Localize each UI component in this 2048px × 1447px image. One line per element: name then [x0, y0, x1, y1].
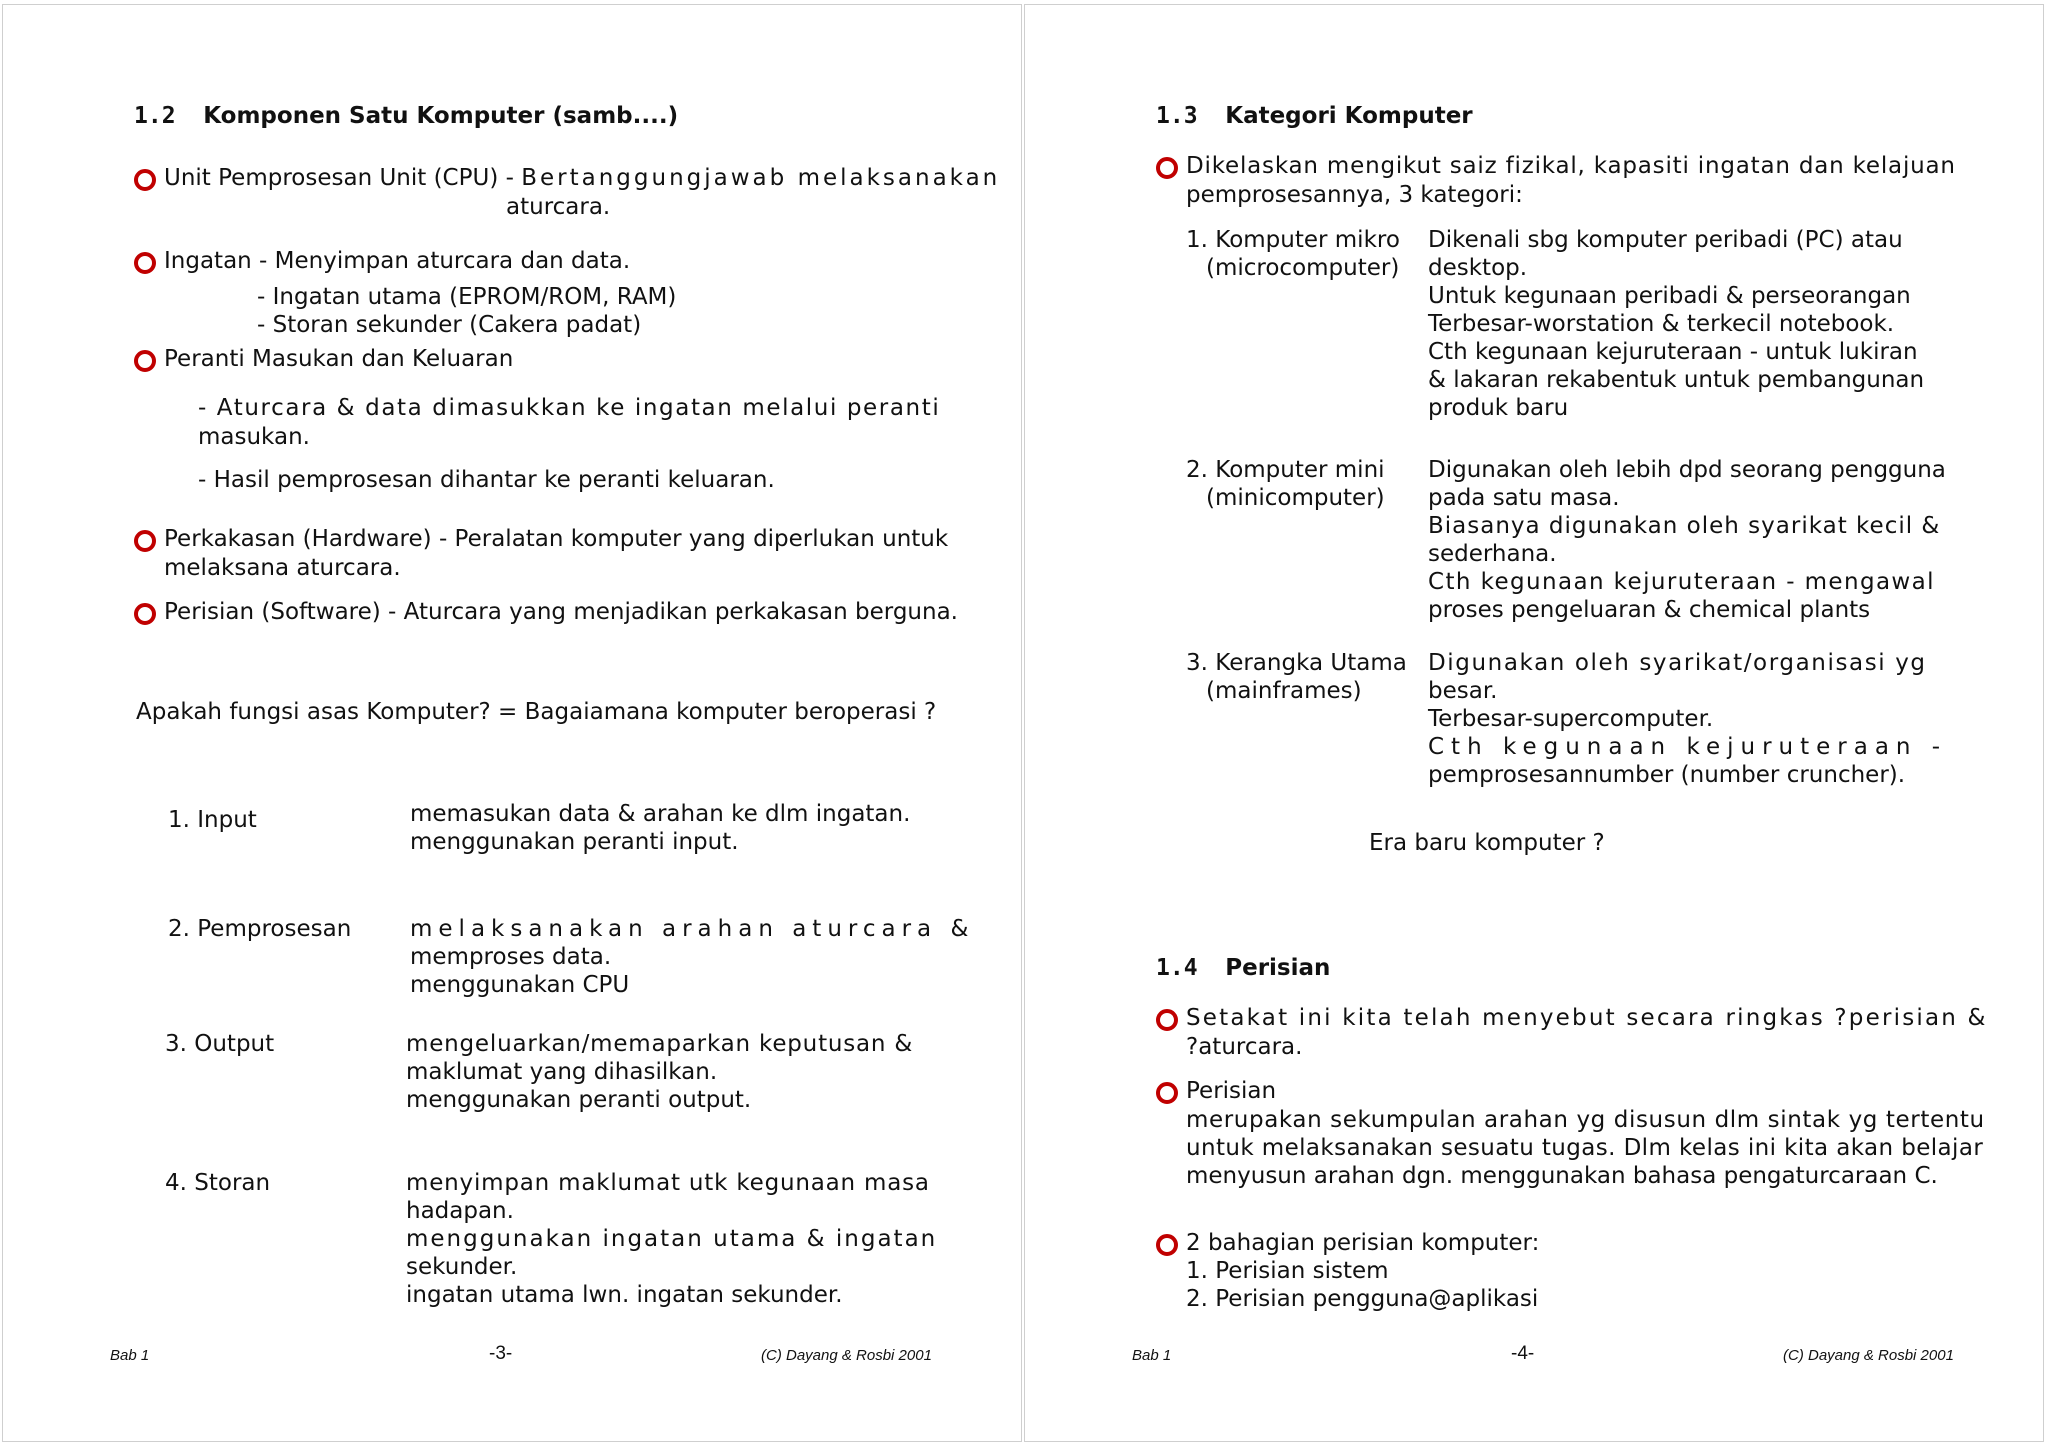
perisian-intro: Setakat ini kita telah menyebut secara ringkas ?perisian &	[1186, 1005, 1988, 1031]
function-desc: menggunakan peranti input.	[410, 829, 739, 855]
category-desc: Dikenali sbg komputer peribadi (PC) atau	[1428, 227, 1903, 253]
category-desc: Biasanya digunakan oleh syarikat kecil &	[1428, 513, 1941, 539]
bullet-icon	[1156, 157, 1178, 179]
footer-chapter: Bab 1	[110, 1347, 150, 1364]
function-desc: melaksanakan arahan aturcara &	[410, 916, 975, 942]
function-desc: maklumat yang dihasilkan.	[406, 1059, 718, 1085]
hardware-item: Perkakasan (Hardware) - Peralatan komputer yang diperlukan untuk	[164, 526, 949, 552]
perisian-intro-cont: ?aturcara.	[1186, 1034, 1303, 1060]
category-label: 1. Komputer mikro	[1186, 227, 1400, 253]
question-text: Apakah fungsi asas Komputer? = Bagaiamana komputer beroperasi ?	[136, 699, 937, 725]
heading-number: 1.4	[1156, 955, 1198, 981]
perisian-desc: merupakan sekumpulan arahan yg disusun dlm sintak yg tertentu	[1186, 1107, 1985, 1133]
cpu-item	[164, 164, 1000, 192]
peranti-sub: - Hasil pemprosesan dihantar ke peranti keluaran.	[198, 467, 775, 493]
category-desc: besar.	[1428, 678, 1498, 704]
category-desc: pemprosesannumber (number cruncher).	[1428, 762, 1906, 788]
bullet-icon	[134, 350, 156, 372]
bullet-icon	[134, 169, 156, 191]
bullet-icon	[134, 530, 156, 552]
peranti-sub-cont: masukan.	[198, 424, 310, 450]
category-desc: Cth kegunaan kejuruteraan - untuk lukiran	[1428, 339, 1918, 365]
category-sublabel: (mainframes)	[1206, 678, 1362, 704]
intro-text: Dikelaskan mengikut saiz fizikal, kapasiti ingatan dan kelajuan	[1186, 153, 1956, 179]
function-label: 2. Pemprosesan	[168, 916, 352, 942]
category-desc: Cth kegunaan kejuruteraan - mengawal	[1428, 569, 1935, 595]
function-desc: menggunakan peranti output.	[406, 1087, 752, 1113]
perisian-part: 2. Perisian pengguna@aplikasi	[1186, 1286, 1539, 1312]
bullet-icon	[1156, 1234, 1178, 1256]
perisian-desc: untuk melaksanakan sesuatu tugas. Dlm kelas ini kita akan belajar	[1186, 1135, 1984, 1161]
section-heading	[134, 103, 678, 129]
function-desc: ingatan utama lwn. ingatan sekunder.	[406, 1282, 843, 1308]
category-desc: Digunakan oleh syarikat/organisasi yg	[1428, 650, 1927, 676]
heading-title: Kategori Komputer	[1225, 103, 1473, 129]
hardware-item-cont: melaksana aturcara.	[164, 555, 401, 581]
function-desc: sekunder.	[406, 1254, 518, 1280]
function-desc: memasukan data & arahan ke dlm ingatan.	[410, 801, 911, 827]
function-desc: menggunakan ingatan utama & ingatan	[406, 1226, 938, 1252]
bullet-icon	[1156, 1009, 1178, 1031]
category-desc: Terbesar-supercomputer.	[1428, 706, 1714, 732]
section-heading	[1156, 103, 1473, 129]
heading-number: 1.2	[134, 103, 176, 129]
perisian-title: Perisian	[1186, 1078, 1277, 1104]
intro-text-cont: pemprosesannya, 3 kategori:	[1186, 182, 1523, 208]
category-desc: Cth kegunaan kejuruteraan -	[1428, 734, 1948, 760]
category-desc: proses pengeluaran & chemical plants	[1428, 597, 1871, 623]
software-item: Perisian (Software) - Aturcara yang menjadikan perkakasan berguna.	[164, 599, 958, 625]
category-sublabel: (microcomputer)	[1206, 255, 1400, 281]
footer-copyright: (C) Dayang & Rosbi 2001	[761, 1347, 932, 1364]
category-label: 3. Kerangka Utama	[1186, 650, 1407, 676]
peranti-sub: - Aturcara & data dimasukkan ke ingatan melalui peranti	[198, 395, 941, 421]
perisian-desc: menyusun arahan dgn. menggunakan bahasa pengaturcaraan C.	[1186, 1163, 1938, 1189]
function-label: 3. Output	[165, 1031, 275, 1057]
category-desc: Terbesar-worstation & terkecil notebook.	[1428, 311, 1895, 337]
ingatan-sub: - Ingatan utama (EPROM/ROM, RAM)	[257, 284, 677, 310]
category-desc: & lakaran rekabentuk untuk pembangunan	[1428, 367, 1925, 393]
footer-chapter: Bab 1	[1132, 1347, 1172, 1364]
era-text: Era baru komputer ?	[1369, 830, 1605, 856]
category-desc: desktop.	[1428, 255, 1528, 281]
function-desc: memproses data.	[410, 944, 612, 970]
function-desc: menggunakan CPU	[410, 972, 630, 998]
page-right	[1024, 4, 2044, 1442]
page-left	[2, 4, 1022, 1442]
category-sublabel: (minicomputer)	[1206, 485, 1385, 511]
function-desc: menyimpan maklumat utk kegunaan masa	[406, 1170, 930, 1196]
heading-title: Komponen Satu Komputer (samb....)	[203, 103, 679, 129]
ingatan-item: Ingatan - Menyimpan aturcara dan data.	[164, 248, 631, 274]
heading-title: Perisian	[1225, 955, 1331, 981]
cpu-desc-cont: aturcara.	[506, 194, 611, 220]
category-desc: Untuk kegunaan peribadi & perseorangan	[1428, 283, 1911, 309]
function-desc: hadapan.	[406, 1198, 514, 1224]
category-desc: pada satu masa.	[1428, 485, 1620, 511]
category-desc: sederhana.	[1428, 541, 1557, 567]
perisian-parts-title: 2 bahagian perisian komputer:	[1186, 1230, 1540, 1256]
bullet-icon	[134, 603, 156, 625]
cpu-desc: Bertanggungjawab melaksanakan	[521, 165, 1001, 191]
footer-copyright: (C) Dayang & Rosbi 2001	[1783, 1347, 1954, 1364]
category-label: 2. Komputer mini	[1186, 457, 1385, 483]
page-number: -4-	[1511, 1343, 1535, 1364]
perisian-part: 1. Perisian sistem	[1186, 1258, 1389, 1284]
function-desc: mengeluarkan/memaparkan keputusan &	[406, 1031, 914, 1057]
category-desc: Digunakan oleh lebih dpd seorang pengguna	[1428, 457, 1946, 483]
function-label: 4. Storan	[165, 1170, 271, 1196]
ingatan-sub: - Storan sekunder (Cakera padat)	[257, 312, 642, 338]
function-label: 1. Input	[168, 807, 257, 833]
bullet-icon	[1156, 1082, 1178, 1104]
category-desc: produk baru	[1428, 395, 1569, 421]
page-number: -3-	[489, 1343, 513, 1364]
section-heading	[1156, 955, 1330, 981]
bullet-icon	[134, 252, 156, 274]
peranti-item: Peranti Masukan dan Keluaran	[164, 346, 514, 372]
cpu-title: Unit Pemprosesan Unit (CPU) -	[164, 165, 514, 191]
heading-number: 1.3	[1156, 103, 1198, 129]
